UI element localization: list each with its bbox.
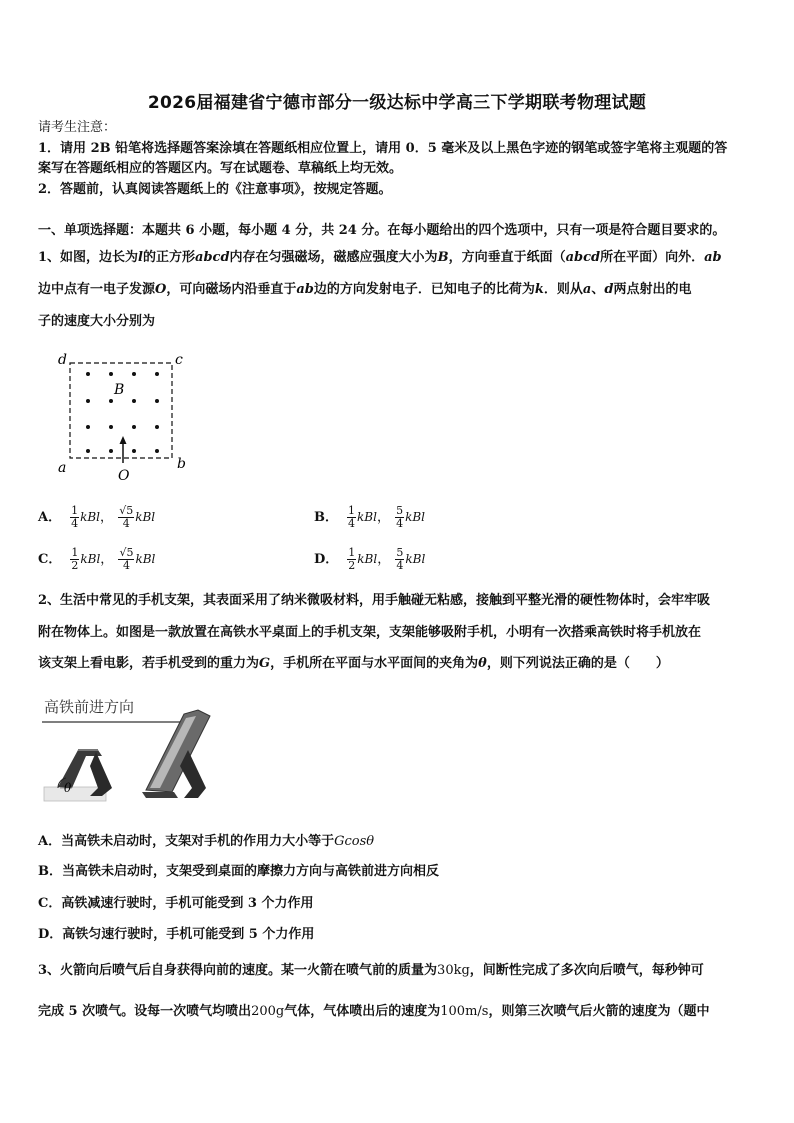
q1-option-D[interactable]: D． $\frac{1}{2}$ kBl， $\frac{5}{4}$ kBl <box>314 546 426 572</box>
source-label-O: O <box>118 468 130 484</box>
q2-line-3: 该支架上看电影，若手机受到的重力为G，手机所在平面与水平面间的夹角为θ，则下列说法正确的是（ ） <box>38 656 669 671</box>
corner-label-d: d <box>58 352 67 368</box>
train-direction-label: 高铁前进方向 <box>44 698 135 716</box>
q2-phone-holder-figure <box>38 692 228 812</box>
q2-option-D[interactable]: D．高铁匀速行驶时，手机可能受到 5 个力作用 <box>38 927 315 942</box>
q1-option-B[interactable]: B． $\frac{1}{4}$ kBl， $\frac{5}{4}$ kBl <box>314 504 426 530</box>
corner-label-c: c <box>175 352 183 368</box>
notice-item-1-line-2: 案写在答题纸相应的答题区内。写在试题卷、草稿纸上均无效。 <box>38 161 403 176</box>
q2-option-B[interactable]: B．当高铁未启动时，支架受到桌面的摩擦力方向与高铁前进方向相反 <box>38 864 439 879</box>
angle-theta-label: θ <box>64 781 72 795</box>
q1-line-1: 1、如图，边长为l的正方形abcd内存在匀强磁场，磁感应强度大小为B，方向垂直于纸面（abcd所在平面）向外．ab <box>38 250 722 265</box>
q1-line-3: 子的速度大小分别为 <box>38 314 156 329</box>
section-1-heading: 一、单项选择题：本题共 6 小题，每小题 4 分，共 24 分。在每小题给出的四个选项中，只有一项是符合题目要求的。 <box>38 223 726 238</box>
exam-title: 2026届福建省宁德市部分一级达标中学高三下学期联考物理试题 <box>147 93 647 113</box>
holder-with-phone <box>142 710 210 798</box>
field-label-B: B <box>114 382 125 398</box>
q1-option-C[interactable]: C． $\frac{1}{2}$ kBl， $\frac{√5}{4}$ kBl <box>38 546 156 572</box>
q3-line-2: 完成 5 次喷气。设每一次喷气均喷出200g气体，气体喷出后的速度为100m/s，则第三次喷气后火箭的速度为（题中 <box>38 1004 710 1019</box>
notice-item-2: 2．答题前，认真阅读答题纸上的《注意事项》，按规定答题。 <box>38 182 392 197</box>
q1-line-2: 边中点有一电子发源O，可向磁场内沿垂直于ab边的方向发射电子．已知电子的比荷为k．则从a、d两点射出的电 <box>38 282 692 297</box>
notice-heading: 请考生注意： <box>38 120 117 135</box>
q2-line-2: 附在物体上。如图是一款放置在高铁水平桌面上的手机支架，支架能够吸附手机，小明有一次搭乘高铁时将手机放在 <box>38 625 702 640</box>
holder-without-phone <box>44 750 112 801</box>
corner-label-a: a <box>58 460 67 476</box>
q2-option-A[interactable]: A．当高铁未启动时，支架对手机的作用力大小等于Gcosθ <box>38 834 375 849</box>
q3-line-1: 3、火箭向后喷气后自身获得向前的速度。某一火箭在喷气前的质量为30kg，间断性完成了多次向后喷气，每秒钟可 <box>38 963 704 978</box>
corner-label-b: b <box>177 456 186 472</box>
q2-option-C[interactable]: C．高铁减速行驶时，手机可能受到 3 个力作用 <box>38 896 314 911</box>
q1-option-A[interactable]: A． $\frac{1}{4}$ kBl， $\frac{√5}{4}$ kBl <box>38 504 156 530</box>
q2-line-1: 2、生活中常见的手机支架，其表面采用了纳米微吸材料，用手触碰无粘感，接触到平整光滑的硬性物体时，会牢牢吸 <box>38 593 711 608</box>
arrow-head-icon <box>120 436 127 444</box>
q1-magnetic-field-figure <box>56 350 206 485</box>
notice-item-1-line-1: 1．请用 2B 铅笔将选择题答案涂填在答题纸相应位置上，请用 0．5 毫米及以上黑色字迹的钢笔或签字笔将主观题的答 <box>38 141 728 156</box>
